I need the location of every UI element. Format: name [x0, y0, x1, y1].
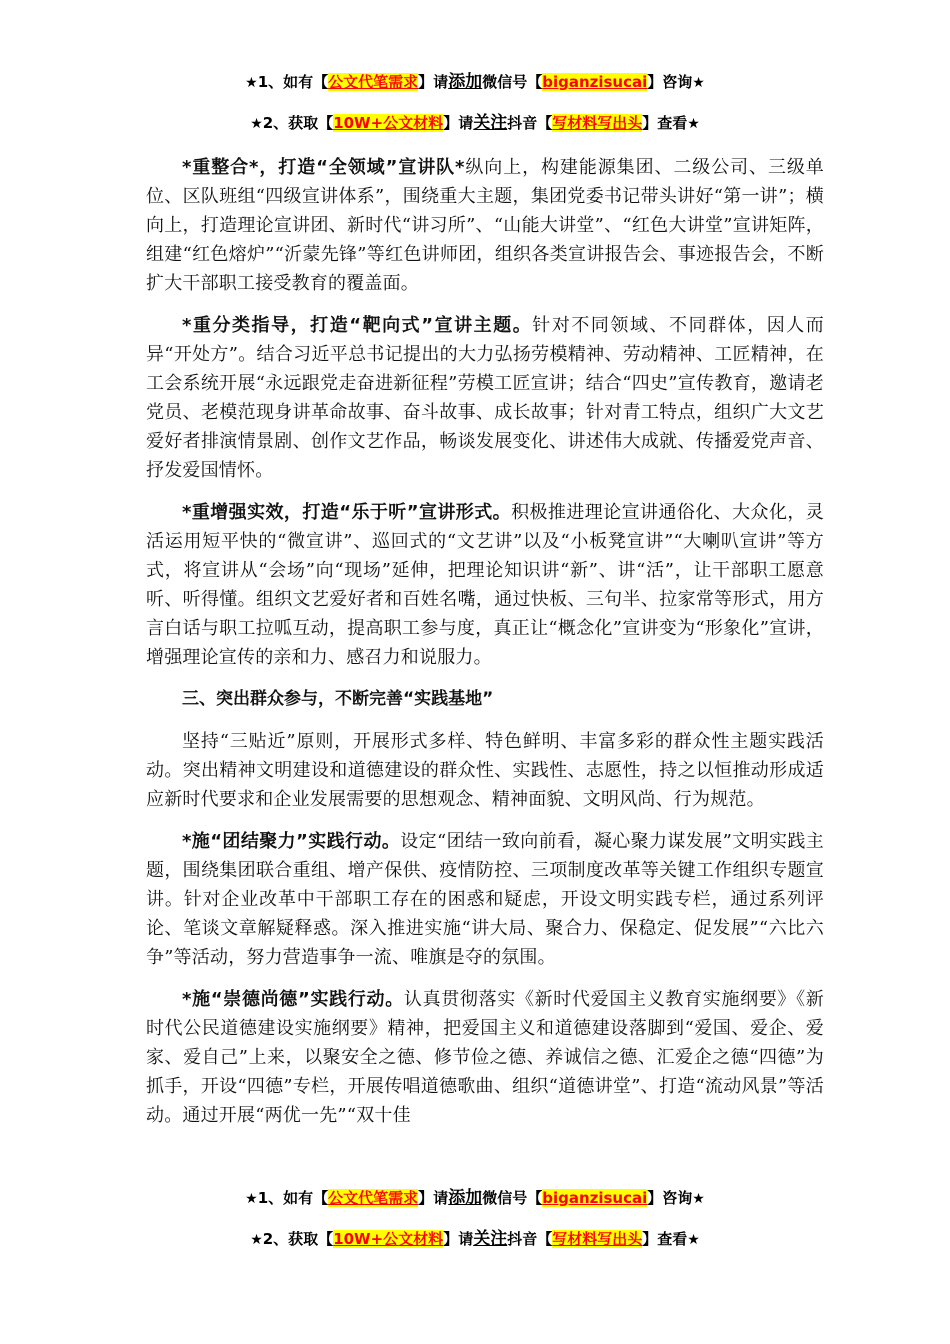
- star-icon: ★: [692, 75, 705, 91]
- highlight-materials: 10W+公文材料: [333, 1230, 444, 1248]
- paragraph-text: 认真贯彻落实《新时代爱国主义教育实施纲要》《新时代公民道德建设实施纲要》精神，把爱国主义和道德建设落脚到“爱国、爱企、爱家、爱自己”上来，以聚安全之德、修节俭之德、养诚信之德、汇爱企之德“四德”为抓手，开设“四德”专栏，开展传唱道德歌曲、组织“道德讲堂”、打造“流动风景”等活动。通过开展“两优一先”“双十佳: [146, 989, 824, 1126]
- paragraph-lead: *施“团结聚力”实践行动。: [182, 831, 401, 852]
- section-heading: 三、突出群众参与，不断完善“实践基地”: [182, 689, 494, 709]
- header-ad-line-1: ★1、如有【公文代笔需求】请添加微信号【biganzisucai】咨询★: [245, 72, 705, 92]
- paragraph: [146, 727, 824, 814]
- footer-ad-line-1: ★1、如有【公文代笔需求】请添加微信号【biganzisucai】咨询★: [245, 1188, 705, 1208]
- paragraph-lead: *重整合*，打造“全领域”宣讲队*: [182, 157, 465, 178]
- paragraph-text: 纵向上，构建能源集团、二级公司、三级单位、区队班组“四级宣讲体系”，围绕重大主题，集团党委书记带头讲好“第一讲”；横向上，打造理论宣讲团、新时代“讲习所”、“山能大讲堂”、“红色大讲堂”宣讲矩阵，组建“红色熔炉”“沂蒙先锋”等红色讲师团，组织各类宣讲报告会、事迹报告会，不断扩大干部职工接受教育的覆盖面。: [146, 157, 824, 294]
- highlight-service: 公文代笔需求: [328, 1189, 419, 1207]
- star-icon: ★: [250, 116, 263, 132]
- highlight-service: 公文代笔需求: [328, 73, 419, 91]
- header-ad-line-2: ★2、获取【10W+公文材料】请关注抖音【写材料写出头】查看★: [250, 113, 700, 133]
- paragraph: [146, 311, 824, 485]
- star-icon: ★: [687, 1232, 700, 1248]
- star-icon: ★: [245, 1191, 258, 1207]
- paragraph: [146, 153, 824, 298]
- paragraph-text: 坚持“三贴近”原则，开展形式多样、特色鲜明、丰富多彩的群众性主题实践活动。突出精神文明建设和道德建设的群众性、实践性、志愿性，持之以恒推动形成适应新时代要求和企业发展需要的思想观念、精神面貌、文明风尚、行为规范。: [146, 731, 824, 810]
- paragraph-lead: *重增强实效，打造“乐于听”宣讲形式。: [182, 502, 512, 523]
- paragraph-lead: *施“崇德尚德”实践行动。: [182, 989, 404, 1010]
- paragraph: [146, 498, 824, 672]
- douyin-account-link[interactable]: 写材料写出头: [552, 114, 643, 132]
- highlight-materials: 10W+公文材料: [333, 114, 444, 132]
- star-icon: ★: [245, 75, 258, 91]
- paragraph: [146, 985, 824, 1130]
- paragraph-lead: *重分类指导，打造“靶向式”宣讲主题。: [182, 315, 533, 336]
- footer-ad-line-2: ★2、获取【10W+公文材料】请关注抖音【写材料写出头】查看★: [250, 1229, 700, 1249]
- star-icon: ★: [687, 116, 700, 132]
- paragraph: [146, 827, 824, 972]
- wechat-id-link[interactable]: biganzisucai: [542, 1189, 648, 1207]
- document-body: [146, 153, 824, 1143]
- douyin-account-link[interactable]: 写材料写出头: [552, 1230, 643, 1248]
- wechat-id-link[interactable]: biganzisucai: [542, 73, 648, 91]
- star-icon: ★: [692, 1191, 705, 1207]
- paragraph-text: 设定“团结一致向前看，凝心聚力谋发展”文明实践主题，围绕集团联合重组、增产保供、疫情防控、三项制度改革等关键工作组织专题宣讲。针对企业改革中干部职工存在的困惑和疑虑，开设文明实践专栏，通过系列评论、笔谈文章解疑释惑。深入推进实施“讲大局、聚合力、保稳定、促发展”“六比六争”等活动，努力营造事争一流、唯旗是夺的氛围。: [146, 831, 824, 968]
- paragraph-text: 针对不同领域、不同群体，因人而异“开处方”。结合习近平总书记提出的大力弘扬劳模精神、劳动精神、工匠精神，在工会系统开展“永远跟党走奋进新征程”劳模工匠宣讲；结合“四史”宣传教育，邀请老党员、老模范现身讲革命故事、奋斗故事、成长故事；针对青工特点，组织广大文艺爱好者排演情景剧、创作文艺作品，畅谈发展变化、讲述伟大成就、传播爱党声音、抒发爱国情怀。: [146, 315, 824, 481]
- paragraph-text: 积极推进理论宣讲通俗化、大众化，灵活运用短平快的“微宣讲”、巡回式的“文艺讲”以及“小板凳宣讲”“大喇叭宣讲”等方式，将宣讲从“会场”向“现场”延伸，把理论知识讲“新”、讲“活”，让干部职工愿意听、听得懂。组织文艺爱好者和百姓名嘴，通过快板、三句半、拉家常等形式，用方言白话与职工拉呱互动，提高职工参与度，真正让“概念化”宣讲变为“形象化”宣讲，增强理论宣传的亲和力、感召力和说服力。: [146, 502, 824, 668]
- star-icon: ★: [250, 1232, 263, 1248]
